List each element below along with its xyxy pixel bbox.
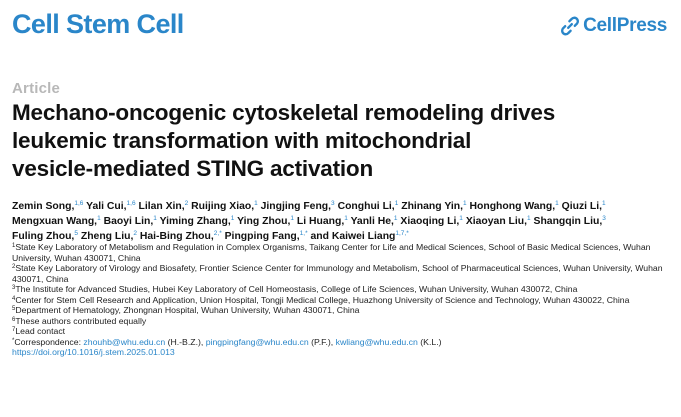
author[interactable] [400, 216, 463, 227]
author[interactable] [12, 231, 78, 242]
author[interactable] [225, 231, 308, 242]
author-affiliation-marker: 2 [133, 230, 137, 237]
author-name: Jingjing Feng, [260, 201, 332, 212]
author[interactable] [338, 201, 399, 212]
author-affiliation-marker: 1,6 [74, 200, 84, 207]
author-name: Yanli He, [350, 216, 394, 227]
publisher-name: CellPress [583, 15, 667, 36]
author-name: Li Huang, [296, 216, 345, 227]
affiliation [12, 263, 676, 284]
author[interactable] [140, 231, 222, 242]
affiliation-text: Department of Hematology, Zhongnan Hospital, Wuhan University, Wuhan 430071, China [15, 305, 360, 315]
author-name: Mengxuan Wang, [12, 216, 98, 227]
affiliation [12, 242, 676, 263]
doi-link[interactable]: https://doi.org/10.1016/j.stem.2025.01.013 [12, 347, 175, 357]
author-name: Zheng Liu, [80, 231, 134, 242]
author-name: Honghong Wang, [469, 201, 556, 212]
affiliation [12, 284, 676, 295]
author-affiliation-marker: 1 [254, 200, 258, 207]
doi-line [12, 347, 676, 358]
author[interactable] [191, 201, 258, 212]
author-affiliation-marker: 1 [230, 215, 235, 222]
author-name: Pingping Fang, [224, 231, 300, 242]
affiliation-text: The Institute for Advanced Studies, Hubei Key Laboratory of Cell Homeostasis, College of Life Sciences, Wuhan University, Wuhan 430072, China [15, 284, 578, 294]
author-affiliation-marker: 1 [97, 215, 101, 222]
author[interactable] [466, 216, 531, 227]
author-affiliation-marker: 1 [393, 215, 398, 222]
author[interactable] [12, 201, 83, 212]
title-line: vesicle-mediated STING activation [12, 156, 374, 181]
author-name: Xiaoqing Li, [400, 216, 460, 227]
author[interactable] [86, 201, 135, 212]
affiliation [12, 295, 676, 306]
affiliation-list [12, 242, 676, 337]
correspondence [12, 337, 676, 348]
author-name: Qiuzi Li, [561, 201, 603, 212]
author-name: Ruijing Xiao, [191, 201, 255, 212]
article-type: Article [12, 80, 61, 97]
author-name: Hai-Bing Zhou, [139, 231, 214, 242]
author[interactable] [160, 216, 235, 227]
email-link[interactable]: kwliang@whu.edu.cn [335, 336, 418, 347]
affiliation-text: Lead contact [15, 326, 66, 336]
author-affiliation-marker: 2,* [213, 230, 222, 237]
author-affiliation-marker: 1 [394, 200, 399, 207]
email-initials: (P.F.), [308, 336, 336, 347]
author-affiliation-marker: 1 [555, 200, 559, 207]
author[interactable] [104, 216, 157, 227]
author-name: Xiaoyan Liu, [465, 216, 528, 227]
author-name: Baoyi Lin, [103, 216, 154, 227]
author[interactable] [351, 216, 398, 227]
author-affiliation-marker: 5 [74, 230, 78, 237]
author-name: Lilan Xin, [138, 201, 185, 212]
affiliation [12, 326, 676, 337]
email-initials: (H.-B.Z.), [165, 336, 206, 347]
author[interactable] [470, 201, 559, 212]
email-link[interactable]: pingpingfang@whu.edu.cn [205, 336, 309, 347]
affiliation [12, 305, 676, 316]
correspondence-label: Correspondence: [14, 336, 84, 347]
author-name: Zhinang Yin, [401, 201, 463, 212]
author-affiliation-marker: 1,* [299, 230, 308, 237]
journal-title: Cell Stem Cell [12, 9, 184, 39]
author[interactable] [401, 201, 466, 212]
author-name: and Kaiwei Liang [310, 231, 396, 242]
affiliation-marker: 1 [12, 243, 16, 249]
author-affiliation-marker: 1 [153, 215, 157, 222]
author-affiliation-marker: 1,6 [126, 200, 136, 207]
author-name: Yali Cui, [86, 201, 127, 212]
title-line: leukemic transformation with mitochondrial [12, 128, 472, 153]
article-title [12, 99, 672, 183]
author[interactable] [81, 231, 137, 242]
author[interactable] [562, 201, 606, 212]
title-line: Mechano-oncogenic cytoskeletal remodeling drives [12, 100, 556, 125]
affiliation-marker: 4 [12, 295, 16, 302]
affiliations [12, 242, 676, 358]
author-name: Shangqin Liu, [533, 216, 603, 227]
author-list [12, 199, 674, 244]
cellpress-logo-icon [560, 16, 580, 36]
author-affiliation-marker: 1 [344, 215, 348, 222]
affiliation-marker: 6 [12, 316, 16, 323]
correspondence-emails [83, 337, 441, 347]
affiliation-text: State Key Laboratory of Metabolism and Regulation in Complex Organisms, Taikang Center for Life and Medical Sciences, School of Basic Medical Sciences, Wuhan University, Wuhan 430071, China [12, 242, 651, 263]
author-affiliation-marker: 1 [459, 215, 463, 222]
author[interactable] [297, 216, 348, 227]
affiliation [12, 316, 676, 327]
author-name: Ying Zhou, [237, 216, 291, 227]
author-affiliation-marker: 3 [602, 215, 606, 222]
email-initials: (K.L.) [417, 336, 442, 347]
author[interactable] [237, 216, 294, 227]
affiliation-marker: 3 [12, 285, 16, 291]
author-affiliation-marker: 3 [331, 200, 335, 207]
author-affiliation-marker: 1 [462, 200, 467, 207]
affiliation-marker: 5 [12, 306, 16, 312]
author[interactable] [261, 201, 335, 212]
author-affiliation-marker: 1 [602, 200, 606, 207]
author[interactable] [311, 231, 409, 242]
correspondence-marker: * [12, 337, 15, 344]
author[interactable] [534, 216, 606, 227]
author-affiliation-marker: 2 [184, 200, 189, 207]
affiliation-marker: 2 [12, 264, 16, 270]
publisher-logo[interactable] [560, 15, 667, 37]
affiliation-text: State Key Laboratory of Virology and Biosafety, Frontier Science Center for Immunology and Metabolism, School of Pharmaceutical Sciences, Wuhan University, Wuhan 430071, China [12, 263, 663, 284]
author-name: Fuling Zhou, [12, 231, 75, 242]
email-link[interactable]: zhouhb@whu.edu.cn [83, 336, 166, 347]
author-name: Conghui Li, [337, 201, 395, 212]
author-name: Zemin Song, [12, 201, 75, 212]
affiliation-text: Center for Stem Cell Research and Application, Union Hospital, Tongji Medical College, Huazhong University of Science and Technology, Wuhan 430022, China [15, 294, 630, 305]
author[interactable] [138, 201, 188, 212]
affiliation-text: These authors contributed equally [15, 315, 147, 326]
affiliation-marker: 7 [12, 327, 16, 333]
author-affiliation-marker: 1 [527, 215, 531, 222]
author-affiliation-marker: 1,7,* [395, 230, 409, 237]
author-name: Yiming Zhang, [159, 216, 231, 227]
author[interactable] [12, 216, 101, 227]
author-affiliation-marker: 1 [290, 215, 295, 222]
